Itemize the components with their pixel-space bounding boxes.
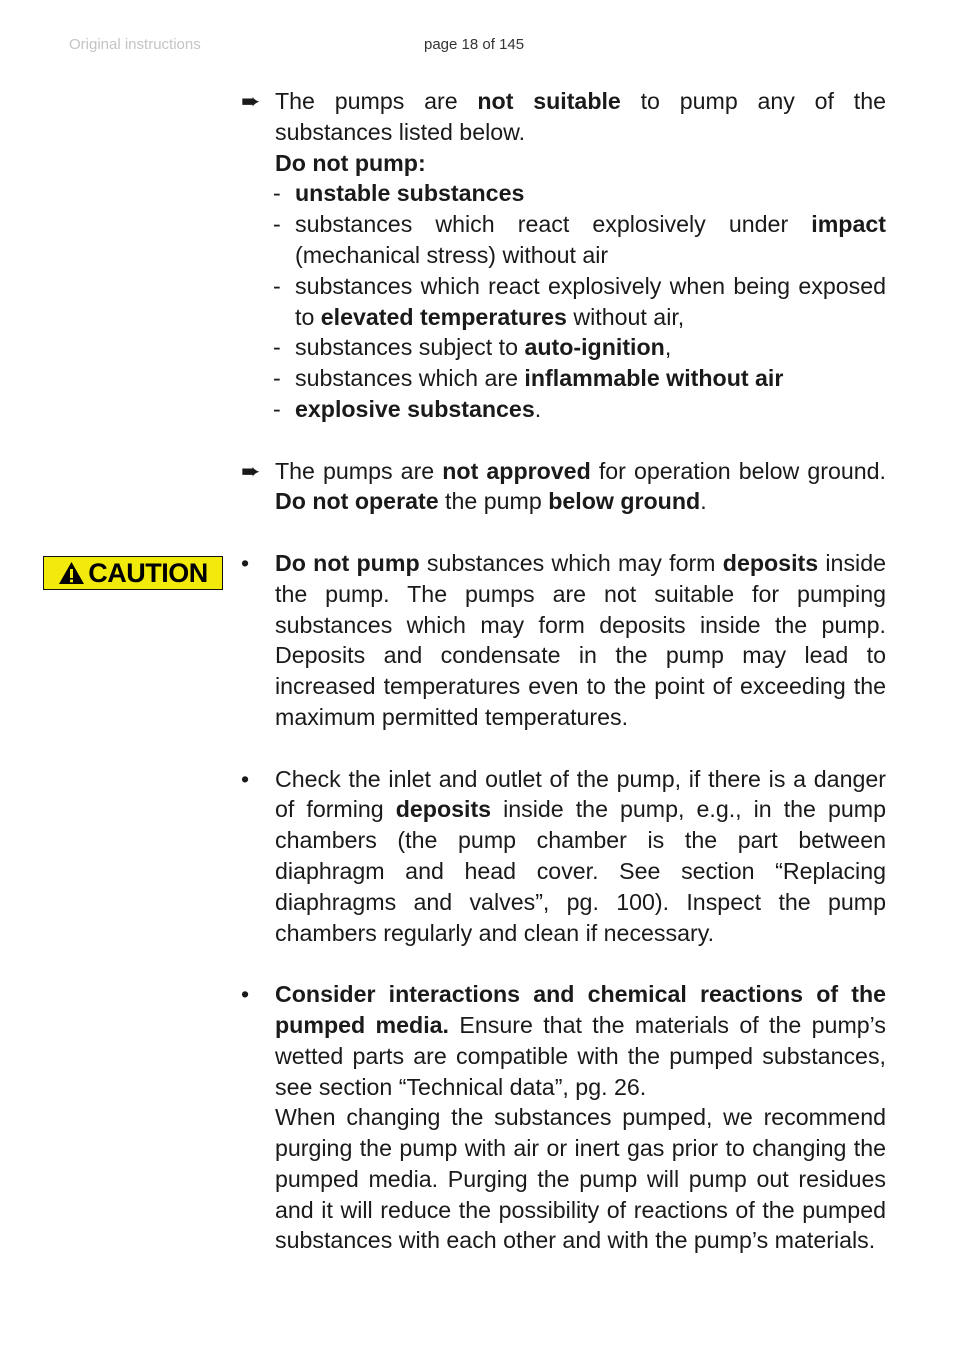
check-inlet-outlet bbox=[241, 764, 886, 949]
dash-bullet: - bbox=[273, 395, 281, 422]
document-body bbox=[241, 86, 886, 1256]
page-number: page 18 of 145 bbox=[424, 36, 525, 53]
text: The pumps are bbox=[275, 88, 478, 114]
instruction-not-suitable bbox=[241, 86, 886, 425]
list-item bbox=[275, 271, 886, 333]
text: Check the inlet and outlet of the pump, if there is a danger of forming bbox=[275, 765, 886, 823]
list-item bbox=[275, 363, 886, 394]
text: The pumps are bbox=[275, 457, 443, 484]
emphasis: not suitable bbox=[477, 88, 621, 114]
emphasis: impact bbox=[811, 211, 886, 238]
text: to pump any of the substances listed below. bbox=[275, 88, 886, 145]
text: inside the pump, e.g., in the pump chambers (the pump chamber is the part between diaphragm and head cover. See section “Replacing diaphragms and valves”, pg. 100). Inspect the pump chambers regularly and clean if necessary. bbox=[275, 796, 886, 946]
arrow-bullet-icon: ➨ bbox=[241, 457, 261, 484]
dash-bullet: - bbox=[273, 365, 281, 392]
emphasis: Do not pump: bbox=[275, 149, 426, 176]
bullet: • bbox=[241, 549, 250, 576]
instruction-not-approved bbox=[241, 456, 886, 518]
emphasis: auto-ignition bbox=[524, 334, 665, 361]
list-item bbox=[275, 178, 886, 209]
paragraph bbox=[275, 548, 886, 733]
text: Ensure that the materials of the pump’s wetted parts are compatible with the pumped substances, see section “Technical data”, pg. 26. bbox=[275, 1011, 886, 1100]
bullet: • bbox=[241, 981, 250, 1008]
emphasis: Do not operate bbox=[275, 488, 439, 515]
caution-deposits bbox=[241, 548, 886, 733]
dash-bullet: - bbox=[273, 334, 281, 361]
dash-bullet: - bbox=[273, 272, 281, 299]
emphasis: unstable substances bbox=[295, 180, 525, 207]
list-item bbox=[275, 332, 886, 363]
dash-bullet: - bbox=[273, 211, 281, 238]
paragraph bbox=[275, 979, 886, 1102]
emphasis: Consider interactions and chemical reactions of the pumped media. bbox=[275, 981, 886, 1038]
text: substances subject to bbox=[295, 334, 525, 361]
caution-text: CAUTION bbox=[88, 557, 208, 588]
list-item bbox=[275, 394, 886, 425]
emphasis: elevated temperatures bbox=[320, 303, 567, 330]
warning-triangle-icon bbox=[58, 561, 85, 585]
text: without air, bbox=[566, 303, 685, 330]
list-item bbox=[275, 209, 886, 271]
text: , bbox=[664, 334, 672, 361]
document-section-label: Original instructions bbox=[69, 36, 201, 53]
emphasis: explosive substances bbox=[295, 395, 535, 422]
dash-bullet: - bbox=[273, 180, 281, 207]
text: for operation below ground. bbox=[590, 457, 886, 484]
text: . bbox=[534, 395, 542, 422]
text: substances which react explosively when being exposed to bbox=[295, 272, 886, 330]
text: substances which are bbox=[295, 365, 525, 392]
text: inside the pump. The pumps are not suitable for pumping substances which may form deposits inside the pump. Deposits and condensate in the pump may lead to increased temperatures even to the point of exceeding the maximum permitted temperatures. bbox=[275, 549, 886, 730]
arrow-bullet-icon: ➨ bbox=[241, 88, 261, 114]
emphasis: deposits bbox=[722, 549, 819, 576]
text: . bbox=[700, 488, 707, 515]
text: (mechanical stress) without air bbox=[295, 241, 609, 268]
do-not-pump-heading bbox=[275, 148, 886, 179]
emphasis: deposits bbox=[395, 796, 492, 823]
emphasis: not approved bbox=[442, 457, 591, 484]
emphasis: below ground bbox=[548, 488, 701, 515]
paragraph bbox=[275, 764, 886, 949]
caution-label bbox=[43, 556, 223, 590]
text: substances which react explosively under bbox=[295, 211, 812, 238]
emphasis: Do not pump bbox=[275, 549, 420, 576]
emphasis: inflammable without air bbox=[524, 365, 784, 392]
text: substances which may form bbox=[419, 549, 723, 576]
paragraph bbox=[275, 456, 886, 518]
consider-interactions bbox=[241, 979, 886, 1256]
paragraph: When changing the substances pumped, we recommend purging the pump with air or inert gas prior to changing the pumped media. Purging the pump will pump out residues and it will reduce the possibility of reactions of the pumped substances with each other and with the pump’s materials. bbox=[275, 1104, 886, 1254]
paragraph bbox=[275, 86, 886, 148]
text: the pump bbox=[438, 488, 549, 515]
bullet: • bbox=[241, 765, 250, 792]
